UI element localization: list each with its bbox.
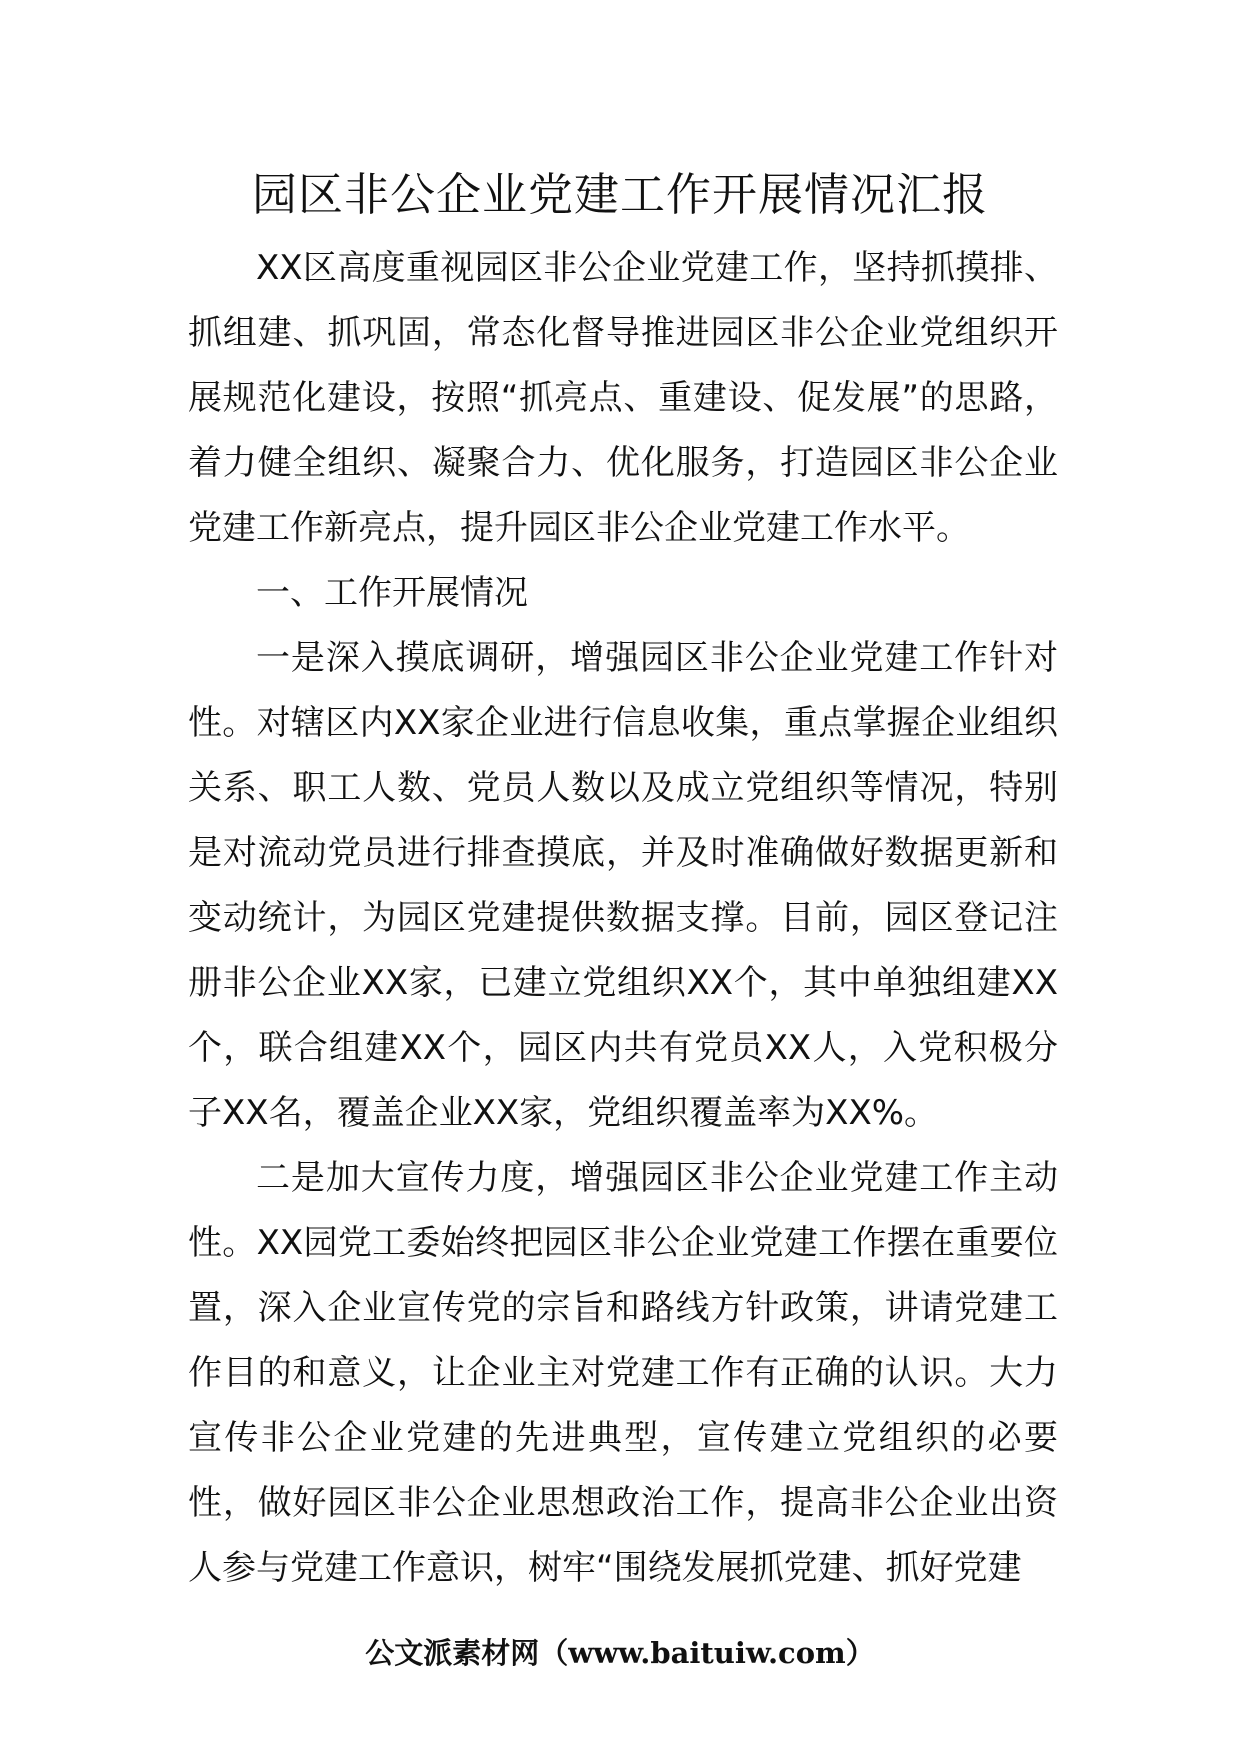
section-heading: 一、工作开展情况 xyxy=(256,573,528,613)
site-watermark: 公文派素材网（www.baituiw.com） xyxy=(365,1636,875,1670)
document-title: 园区非公企业党建工作开展情况汇报 xyxy=(251,168,988,221)
paragraph-research: 一是深入摸底调研，增强园区非公企业党建工作针对性。对辖区内XX家企业进行信息收集，重点掌握企业组织关系、职工人数、党员人数以及成立党组织等情况，特别是对流动党员进行排查摸底，并及时准确做好数据更新和变动统计，为园区党建提供数据支撑。目前，园区登记注册非公企业XX家，已建立党组织XX个，其中单独组建XX个，联合组建XX个，园区内共有党员XX人，入党积极分子XX名，覆盖企业XX家，党组织覆盖率为XX%。 xyxy=(188,638,1058,1133)
paragraph-publicity: 二是加大宣传力度，增强园区非公企业党建工作主动性。XX园党工委始终把园区非公企业党建工作摆在重要位置，深入企业宣传党的宗旨和路线方针政策，讲请党建工作目的和意义，让企业主对党建工作有正确的认识。大力宣传非公企业党建的先进典型，宣传建立党组织的必要性，做好园区非公企业思想政治工作，提高非公企业出资人参与党建工作意识，树牢“围绕发展抓党建、抓好党建 xyxy=(188,1158,1058,1588)
document-body xyxy=(188,236,1058,1601)
intro-paragraph: XX区高度重视园区非公企业党建工作，坚持抓摸排、抓组建、抓巩固，常态化督导推进园区非公企业党组织开展规范化建设，按照“抓亮点、重建设、促发展”的思路，着力健全组织、凝聚合力、优化服务，打造园区非公企业党建工作新亮点，提升园区非公企业党建工作水平。 xyxy=(188,248,1058,548)
